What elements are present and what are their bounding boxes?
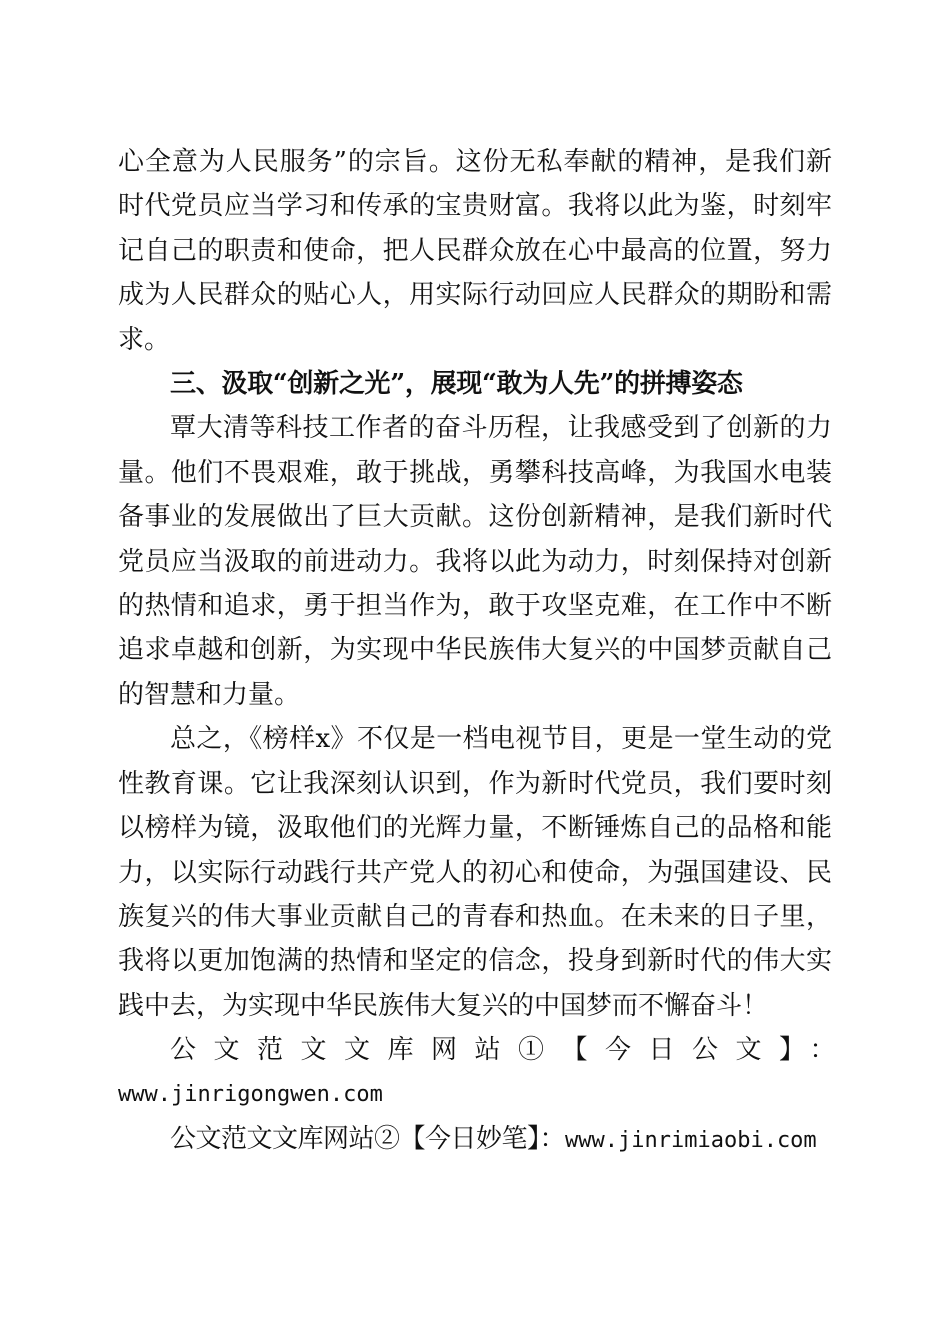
paragraph-continuation: 心全意为人民服务”的宗旨。这份无私奉献的精神，是我们新时代党员应当学习和传承的宝贵财富。我将以此为鉴，时刻牢记自己的职责和使命，把人民群众放在心中最高的位置，努力成为人民群众的贴心人，用实际行动回应人民群众的期盼和需求。	[118, 147, 832, 355]
footer-site-2	[118, 1117, 832, 1163]
section-heading-3: 三、汲取“创新之光”，展现“敢为人先”的拼搏姿态	[170, 369, 743, 400]
footer-site-2-label: 公文范文文库网站②【今日妙笔】：	[170, 1123, 566, 1154]
paragraph-conclusion: 总之，《榜样x》不仅是一档电视节目，更是一堂生动的党性教育课。它让我深刻认识到，作为新时代党员，我们要时刻以榜样为镜，汲取他们的光辉力量，不断锤炼自己的品格和能力，以实际行动践行共产党人的初心和使命，为强国建设、民族复兴的伟大事业贡献自己的青春和热血。在未来的日子里，我将以更加饱满的热情和坚定的信念，投身到新时代的伟大实践中去，为实现中华民族伟大复兴的中国梦而不懈奋斗！	[118, 724, 832, 1021]
footer-site-2-url[interactable]: www.jinrimiaobi.com	[565, 1127, 817, 1153]
paragraph-innovation: 覃大清等科技工作者的奋斗历程，让我感受到了创新的力量。他们不畏艰难，敢于挑战，勇攀科技高峰，为我国水电装备事业的发展做出了巨大贡献。这份创新精神，是我们新时代党员应当汲取的前进动力。我将以此为动力，时刻保持对创新的热情和追求，勇于担当作为，敢于攻坚克难，在工作中不断追求卓越和创新，为实现中华民族伟大复兴的中国梦贡献自己的智慧和力量。	[118, 413, 832, 710]
footer-site-1-label: 公文范文文库网站①【今日公文】：	[170, 1035, 854, 1066]
document-page	[118, 140, 854, 1163]
footer-site-1-url[interactable]: www.jinrigongwen.com	[118, 1081, 383, 1107]
